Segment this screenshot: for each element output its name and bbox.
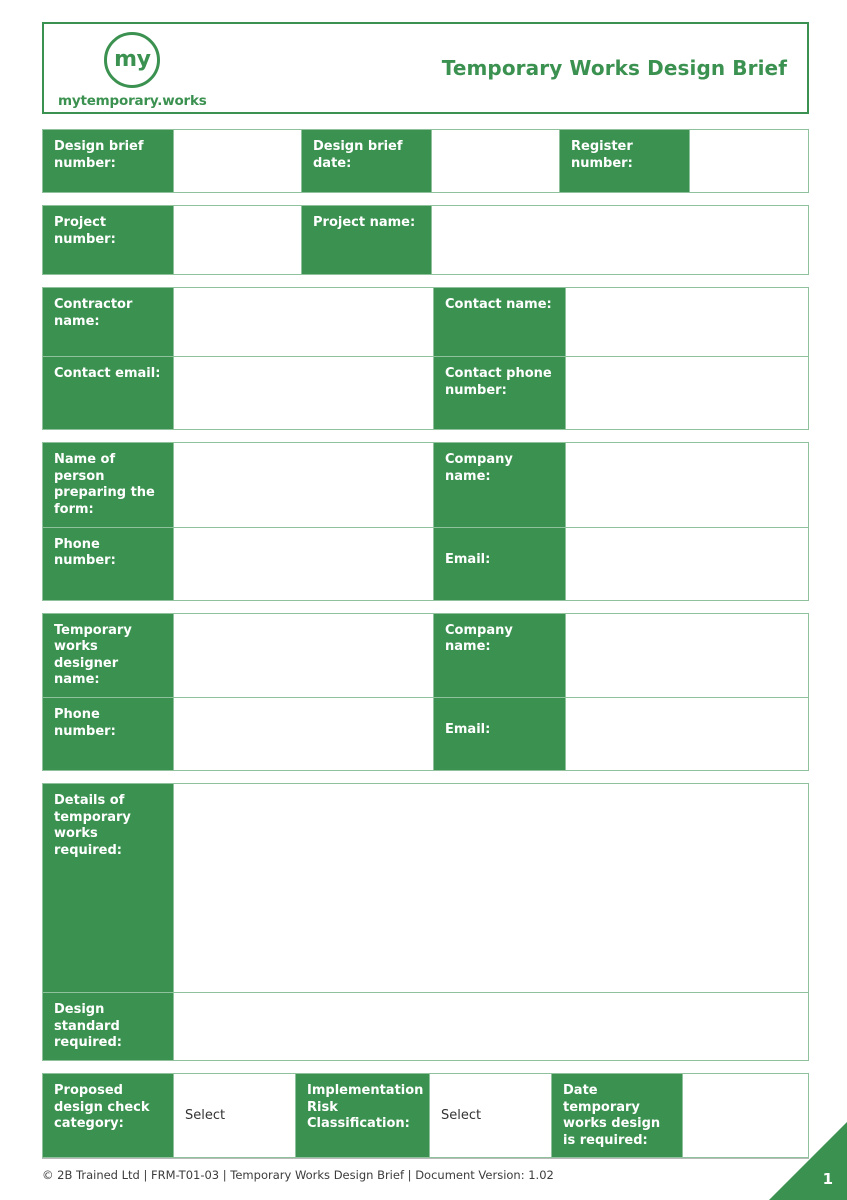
designer-email-label: Email: [433, 698, 565, 770]
classification-block [42, 1073, 809, 1159]
table-row [43, 443, 808, 527]
preparer-company-name-label: Company name: [433, 443, 565, 527]
project-name-label: Project name: [301, 206, 431, 274]
details-block [42, 783, 809, 1061]
project-name-field[interactable] [431, 206, 808, 274]
document-header [42, 22, 809, 114]
page-title: Temporary Works Design Brief [441, 56, 787, 80]
designer-company-name-field[interactable] [565, 614, 808, 698]
table-row [43, 527, 808, 600]
footer-text: © 2B Trained Ltd | FRM-T01-03 | Temporary Works Design Brief | Document Version: 1.02 [42, 1168, 554, 1182]
table-row [43, 784, 808, 992]
logo-mark-text: my [114, 47, 151, 72]
register-number-label: Register number: [559, 130, 689, 192]
project-block [42, 205, 809, 275]
designer-name-label: Temporary works designer name: [43, 614, 173, 698]
designer-email-field[interactable] [565, 698, 808, 770]
table-row [43, 206, 808, 274]
preparer-block [42, 442, 809, 601]
contractor-name-label: Contractor name: [43, 288, 173, 356]
designer-phone-label: Phone number: [43, 698, 173, 770]
footer-corner-decoration [769, 1122, 847, 1200]
designer-company-name-label: Company name: [433, 614, 565, 698]
preparer-email-label: Email: [433, 528, 565, 600]
preparer-name-label: Name of person preparing the form: [43, 443, 173, 527]
table-row [43, 614, 808, 698]
contractor-block [42, 287, 809, 430]
page-number: 1 [822, 1170, 833, 1188]
design-standard-field[interactable] [173, 993, 808, 1060]
details-of-temporary-works-label: Details of temporary works required: [43, 784, 173, 992]
contact-name-label: Contact name: [433, 288, 565, 356]
implementation-risk-classification-select[interactable]: Select [429, 1074, 551, 1158]
contact-phone-field[interactable] [565, 357, 808, 429]
proposed-design-check-category-label: Proposed design check category: [43, 1074, 173, 1158]
proposed-design-check-category-select[interactable]: Select [173, 1074, 295, 1158]
design-brief-number-field[interactable] [173, 130, 301, 192]
table-row [43, 130, 808, 192]
design-brief-date-label: Design brief date: [301, 130, 431, 192]
contractor-name-field[interactable] [173, 288, 433, 356]
date-design-required-label: Date temporary works design is required: [551, 1074, 682, 1158]
contact-phone-label: Contact phone number: [433, 357, 565, 429]
designer-name-field[interactable] [173, 614, 433, 698]
details-of-temporary-works-field[interactable] [173, 784, 808, 992]
designer-phone-field[interactable] [173, 698, 433, 770]
reference-block [42, 129, 809, 193]
table-row [43, 356, 808, 429]
contact-email-field[interactable] [173, 357, 433, 429]
design-brief-date-field[interactable] [431, 130, 559, 192]
design-standard-label: Design standard required: [43, 993, 173, 1060]
logo-wordmark: mytemporary.works [58, 92, 207, 109]
logo-circle-icon [104, 32, 160, 88]
table-row [43, 992, 808, 1060]
design-brief-number-label: Design brief number: [43, 130, 173, 192]
brand-logo [58, 28, 207, 109]
register-number-field[interactable] [689, 130, 808, 192]
designer-block [42, 613, 809, 772]
preparer-name-field[interactable] [173, 443, 433, 527]
contact-email-label: Contact email: [43, 357, 173, 429]
project-number-field[interactable] [173, 206, 301, 274]
table-row [43, 288, 808, 356]
preparer-company-name-field[interactable] [565, 443, 808, 527]
implementation-risk-classification-label: Implementation Risk Classification: [295, 1074, 429, 1158]
table-row [43, 697, 808, 770]
contact-name-field[interactable] [565, 288, 808, 356]
preparer-phone-label: Phone number: [43, 528, 173, 600]
preparer-phone-field[interactable] [173, 528, 433, 600]
document-footer [42, 1158, 809, 1182]
table-row [43, 1074, 808, 1158]
project-number-label: Project number: [43, 206, 173, 274]
preparer-email-field[interactable] [565, 528, 808, 600]
